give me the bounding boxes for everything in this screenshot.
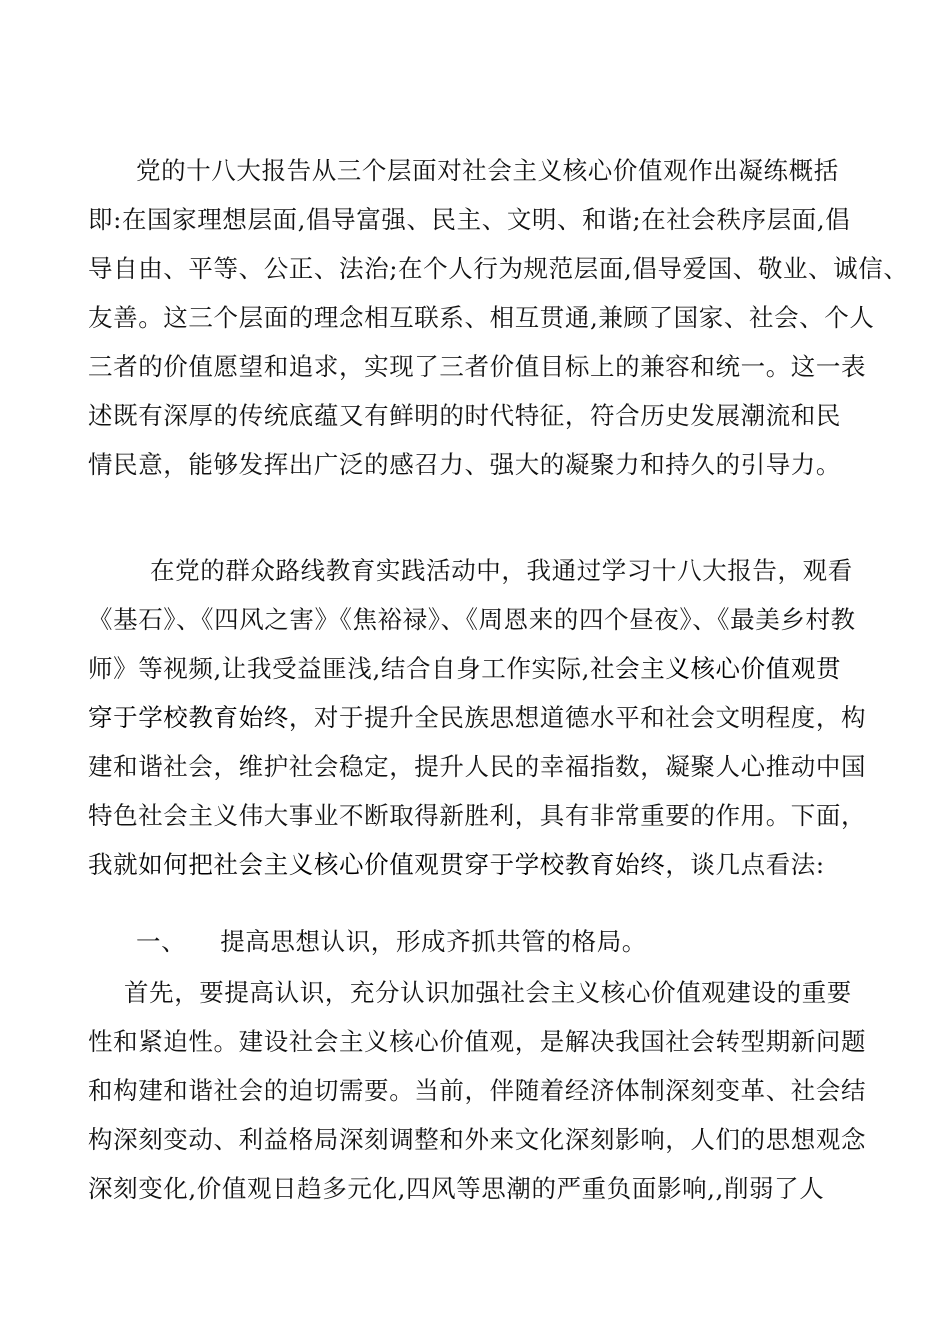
emphasized-phrase: 如何把社会主义核心价值观贯穿于学校教育始终	[138, 850, 666, 879]
paragraph-1-line-6: 述既有深厚的传统底蕴又有鲜明的时代特征，符合历史发展潮流和民	[88, 401, 841, 430]
paragraph-1-line-7: 情民意，能够发挥出广泛的感召力、强大的凝聚力和持久的引导力。	[88, 450, 841, 479]
paragraph-2-line-7-text-a: 我就	[88, 850, 139, 879]
paragraph-3-line-2: 性和紧迫性。建设社会主义核心价值观，是解决我国社会转型期新问题	[88, 1027, 867, 1056]
emphasized-phrase: 社会主义核心价值观贯	[590, 654, 842, 683]
paragraph-1-line-2: 即:在国家理想层面,倡导富强、民主、文明、和谐;在社会秩序层面,倡	[88, 205, 851, 234]
paragraph-2-line-4	[88, 703, 888, 733]
paragraph-2-line-7-text-b: ，谈几点看法:	[665, 850, 825, 879]
paragraph-2-line-4-text: ，对于提升全民族思想道德水平和社会文明程度，构	[288, 703, 867, 732]
section-title: 提高思想认识，形成齐抓共管的格局。	[220, 927, 647, 956]
emphasized-phrase: 穿于学校教育始终	[88, 703, 289, 732]
paragraph-1-line-3: 导自由、平等、公正、法治;在个人行为规范层面,倡导爱国、敬业、诚信、	[88, 254, 909, 283]
paragraph-1-line-4: 友善。这三个层面的理念相互联系、相互贯通,兼顾了国家、社会、个人	[88, 303, 875, 332]
paragraph-2-line-3	[88, 654, 888, 684]
paragraph-2-line-5: 建和谐社会，维护社会稳定，提升人民的幸福指数，凝聚人心推动中国	[88, 752, 867, 781]
paragraph-2-line-1: 在党的群众路线教育实践活动中，我通过学习十八大报告，观看	[150, 556, 853, 585]
section-number: 一、	[136, 927, 187, 956]
paragraph-3-line-4: 构深刻变动、利益格局深刻调整和外来文化深刻影响，人们的思想观念	[88, 1125, 867, 1154]
paragraph-3-line-1: 首先，要提高认识，充分认识加强社会主义核心价值观建设的重要	[124, 978, 852, 1007]
paragraph-1-line-1: 党的十八大报告从三个层面对社会主义核心价值观作出凝练概括	[136, 156, 839, 185]
paragraph-1-line-5: 三者的价值愿望和追求，实现了三者价值目标上的兼容和统一。这一表	[88, 352, 867, 381]
paragraph-3-line-5: 深刻变化,价值观日趋多元化,四风等思潮的严重负面影响,,削弱了人	[88, 1174, 825, 1203]
paragraph-2-line-2: 《基石》、《四风之害》《焦裕禄》、《周恩来的四个昼夜》、《最美乡村教	[88, 605, 856, 634]
paragraph-3-line-3: 和构建和谐社会的迫切需要。当前，伴随着经济体制深刻变革、社会结	[88, 1076, 867, 1105]
paragraph-2-line-3-text: 师》等视频,让我受益匪浅,结合自身工作实际,	[88, 654, 591, 683]
paragraph-2-line-6: 特色社会主义伟大事业不断取得新胜利，具有非常重要的作用。下面，	[88, 801, 867, 830]
paragraph-2-line-7	[88, 850, 888, 880]
section-heading-1	[136, 927, 936, 957]
